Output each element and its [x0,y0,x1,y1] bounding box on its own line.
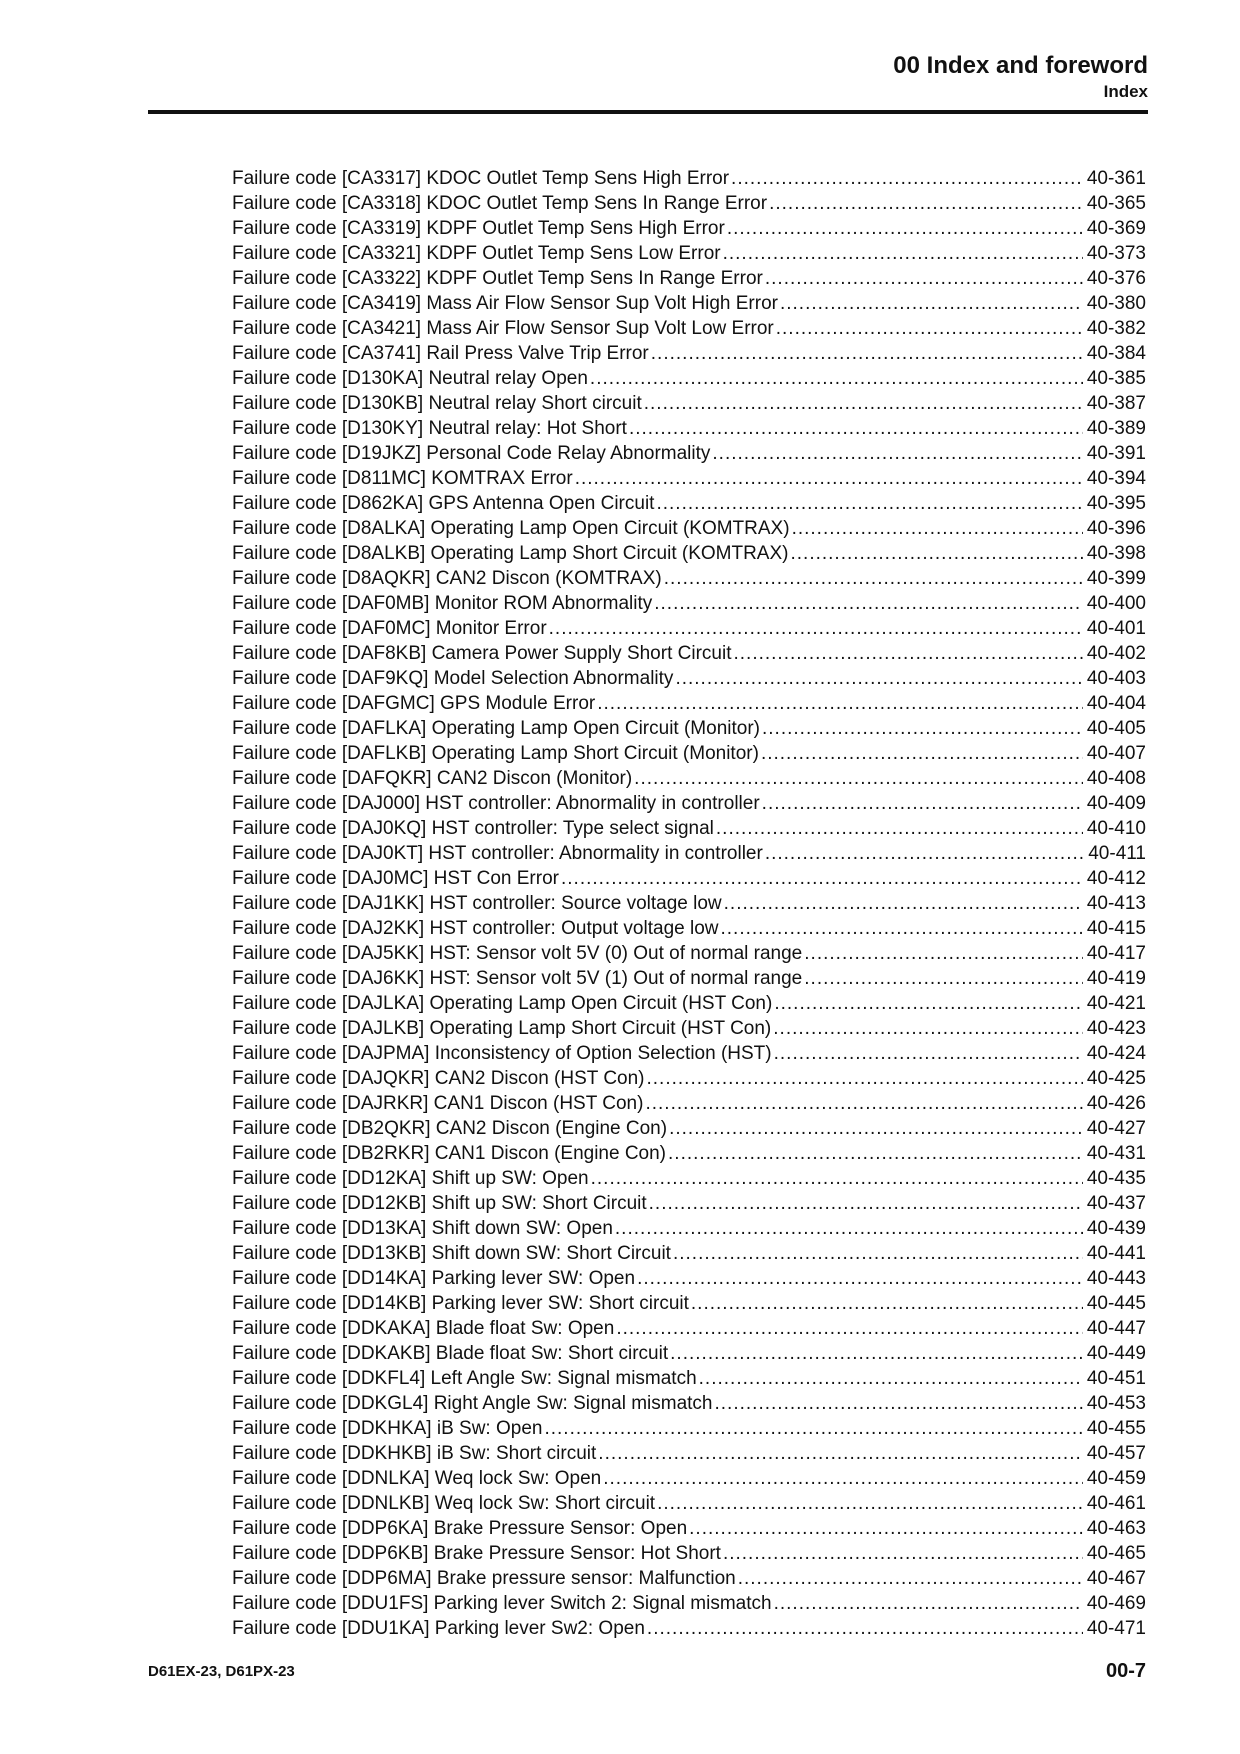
index-entry-title: Failure code [DAJLKA] Operating Lamp Open Circuit (HST Con) [232,993,773,1014]
index-entry-page: 40-385 [1086,368,1146,389]
index-entry-page: 40-437 [1086,1193,1146,1214]
index-entry-title: Failure code [DDKGL4] Right Angle Sw: Signal mismatch [232,1393,713,1414]
index-entry [232,1441,1146,1466]
dot-leader [575,466,1083,491]
index-entry-page: 40-395 [1086,493,1146,514]
index-entry-title: Failure code [DDKHKB] iB Sw: Short circuit [232,1443,597,1464]
index-entry-page: 40-435 [1086,1168,1146,1189]
dot-leader [774,1591,1083,1616]
index-entry-page: 40-455 [1086,1418,1146,1439]
index-entry-page: 40-463 [1086,1518,1146,1539]
index-entry [232,1416,1146,1441]
dot-leader [561,866,1083,891]
dot-leader [629,416,1083,441]
index-entry-title: Failure code [CA3321] KDPF Outlet Temp Sens Low Error [232,243,721,264]
index-entry [232,266,1146,291]
index-entry [232,891,1146,916]
dot-leader [645,1091,1082,1116]
index-entry-title: Failure code [CA3741] Rail Press Valve Trip Error [232,343,649,364]
index-entry [232,1491,1146,1516]
page-number: 00-7 [1105,1660,1146,1682]
dot-leader [689,1516,1083,1541]
index-entry-title: Failure code [DAF9KQ] Model Selection Abnormality [232,668,674,689]
index-entry-page: 40-469 [1086,1593,1146,1614]
index-entry-title: Failure code [DAFLKB] Operating Lamp Short Circuit (Monitor) [232,743,759,764]
index-entry-title: Failure code [DAJ0MC] HST Con Error [232,868,559,889]
dot-leader [804,966,1083,991]
index-entry-title: Failure code [D811MC] KOMTRAX Error [232,468,573,489]
index-entry-page: 40-425 [1086,1068,1146,1089]
dot-leader [723,241,1083,266]
dot-leader [733,641,1082,666]
index-entry-page: 40-447 [1086,1318,1146,1339]
index-entry-title: Failure code [CA3421] Mass Air Flow Sensor Sup Volt Low Error [232,318,774,339]
dot-leader [544,1416,1082,1441]
section-title: 00 Index and foreword [893,52,1148,79]
dot-leader [657,1491,1083,1516]
index-entry [232,916,1146,941]
index-entry [232,1466,1146,1491]
index-entry-page: 40-365 [1086,193,1146,214]
index-entry-title: Failure code [CA3317] KDOC Outlet Temp Sens High Error [232,168,730,189]
index-entry [232,591,1146,616]
index-entry-title: Failure code [D862KA] GPS Antenna Open Circuit [232,493,655,514]
index-entry [232,1216,1146,1241]
index-entry-page: 40-443 [1086,1268,1146,1289]
dot-leader [670,1341,1083,1366]
index-entry [232,741,1146,766]
index-entry [232,1391,1146,1416]
index-entry-title: Failure code [D130KA] Neutral relay Open [232,368,588,389]
dot-leader [668,1141,1083,1166]
index-entry-title: Failure code [DAF8KB] Camera Power Supply Short Circuit [232,643,732,664]
index-entry-page: 40-412 [1086,868,1146,889]
dot-leader [765,266,1083,291]
index-entry-title: Failure code [DD14KB] Parking lever SW: Short circuit [232,1293,689,1314]
index-entry-title: Failure code [DDKHKA] iB Sw: Open [232,1418,543,1439]
index-entry-page: 40-419 [1086,968,1146,989]
index-entry-title: Failure code [DAJPMA] Inconsistency of Option Selection (HST) [232,1043,772,1064]
index-entry-page: 40-441 [1086,1243,1146,1264]
index-entry [232,816,1146,841]
dot-leader [765,841,1084,866]
index-entry-title: Failure code [CA3319] KDPF Outlet Temp Sens High Error [232,218,725,239]
index-entry-title: Failure code [DD12KA] Shift up SW: Open [232,1168,589,1189]
dot-leader [792,516,1083,541]
index-entry [232,1566,1146,1591]
dot-leader [776,316,1083,341]
dot-leader [716,816,1083,841]
dot-leader [549,616,1083,641]
index-entry-page: 40-398 [1086,543,1146,564]
dot-leader [644,391,1083,416]
index-entry [232,616,1146,641]
dot-leader [673,1241,1083,1266]
index-entry-page: 40-382 [1086,318,1146,339]
dot-leader [774,991,1083,1016]
index-entry [232,1166,1146,1191]
index-entry-title: Failure code [DAJRKR] CAN1 Discon (HST Con) [232,1093,644,1114]
index-entry [232,791,1146,816]
index-entry [232,216,1146,241]
dot-leader [731,166,1083,191]
dot-leader [780,291,1083,316]
dot-leader [603,1466,1083,1491]
index-entry-page: 40-424 [1086,1043,1146,1064]
index-entry-page: 40-380 [1086,293,1146,314]
index-entry [232,1191,1146,1216]
index-entry-page: 40-457 [1086,1443,1146,1464]
index-entry-title: Failure code [DAF0MC] Monitor Error [232,618,547,639]
index-entry-title: Failure code [DDP6MA] Brake pressure sensor: Malfunction [232,1568,736,1589]
index-entry [232,1091,1146,1116]
index-entry-title: Failure code [DD12KB] Shift up SW: Short Circuit [232,1193,647,1214]
dot-leader [804,941,1083,966]
dot-leader [590,366,1083,391]
index-entry [232,866,1146,891]
index-entry [232,1116,1146,1141]
index-entry-title: Failure code [DDP6KB] Brake Pressure Sensor: Hot Short [232,1543,721,1564]
index-entry-page: 40-451 [1086,1368,1146,1389]
index-entry-title: Failure code [D8AQKR] CAN2 Discon (KOMTRAX) [232,568,662,589]
dot-leader [774,1041,1083,1066]
dot-leader [738,1566,1083,1591]
index-entry [232,466,1146,491]
index-entry-page: 40-400 [1086,593,1146,614]
index-entry [232,841,1146,866]
index-entry-page: 40-369 [1086,218,1146,239]
model-label: D61EX-23, D61PX-23 [148,1663,295,1680]
index-entry [232,341,1146,366]
index-entry-title: Failure code [DAFGMC] GPS Module Error [232,693,596,714]
index-entry [232,716,1146,741]
index-entry-title: Failure code [DD13KB] Shift down SW: Short Circuit [232,1243,671,1264]
index-entry [232,416,1146,441]
dot-leader [675,666,1082,691]
index-entry-page: 40-445 [1086,1293,1146,1314]
index-entry-page: 40-394 [1086,468,1146,489]
dot-leader [647,1616,1083,1641]
index-entry-page: 40-407 [1086,743,1146,764]
index-entry-title: Failure code [DDNLKA] Weq lock Sw: Open [232,1468,602,1489]
index-entry-title: Failure code [DAJ5KK] HST: Sensor volt 5V (0) Out of normal range [232,943,803,964]
dot-leader [591,1166,1083,1191]
index-entry-title: Failure code [DAJ000] HST controller: Abnormality in controller [232,793,760,814]
index-entry-page: 40-403 [1086,668,1146,689]
dot-leader [715,1391,1083,1416]
index-entry-page: 40-413 [1086,893,1146,914]
index-entry [232,316,1146,341]
dot-leader [724,891,1083,916]
dot-leader [637,1266,1083,1291]
index-entry-page: 40-376 [1086,268,1146,289]
index-entry-page: 40-373 [1086,243,1146,264]
dot-leader [790,541,1082,566]
index-entry [232,516,1146,541]
index-entry-title: Failure code [D8ALKA] Operating Lamp Open Circuit (KOMTRAX) [232,518,790,539]
index-entry-page: 40-399 [1086,568,1146,589]
index-entry-page: 40-408 [1086,768,1146,789]
index-entry-title: Failure code [DDP6KA] Brake Pressure Sensor: Open [232,1518,688,1539]
index-entry-page: 40-391 [1086,443,1146,464]
index-entry [232,966,1146,991]
index-entry-title: Failure code [DDNLKB] Weq lock Sw: Short circuit [232,1493,656,1514]
index-entry-page: 40-396 [1086,518,1146,539]
dot-leader [616,1316,1083,1341]
index-entry-page: 40-465 [1086,1543,1146,1564]
index-entry-page: 40-453 [1086,1393,1146,1414]
index-entry-page: 40-467 [1086,1568,1146,1589]
index-entry [232,1016,1146,1041]
index-entry-page: 40-401 [1086,618,1146,639]
index-entry-page: 40-387 [1086,393,1146,414]
index-entry [232,441,1146,466]
index-entry-title: Failure code [DAJ6KK] HST: Sensor volt 5V (1) Out of normal range [232,968,803,989]
dot-leader [762,791,1083,816]
dot-leader [649,1191,1083,1216]
dot-leader [691,1291,1083,1316]
index-entry-page: 40-405 [1086,718,1146,739]
index-entry-title: Failure code [DDU1FS] Parking lever Switch 2: Signal mismatch [232,1593,772,1614]
dot-leader [769,191,1083,216]
dot-leader [664,566,1083,591]
index-entry-title: Failure code [DB2RKR] CAN1 Discon (Engine Con) [232,1143,667,1164]
index-entry-page: 40-423 [1086,1018,1146,1039]
index-entry [232,1066,1146,1091]
dot-leader [615,1216,1083,1241]
dot-leader [654,591,1083,616]
index-entry-page: 40-426 [1086,1093,1146,1114]
index-entry [232,1366,1146,1391]
index-entry [232,1241,1146,1266]
index-entry [232,1341,1146,1366]
index-entry-title: Failure code [DDU1KA] Parking lever Sw2: Open [232,1618,645,1639]
index-entry [232,541,1146,566]
index-entry-title: Failure code [DD13KA] Shift down SW: Open [232,1218,613,1239]
index-entry-title: Failure code [DAJ0KQ] HST controller: Type select signal [232,818,714,839]
index-entry-page: 40-404 [1086,693,1146,714]
index-entry [232,991,1146,1016]
index-entry [232,1291,1146,1316]
index-entry-title: Failure code [CA3318] KDOC Outlet Temp Sens In Range Error [232,193,768,214]
index-entry-title: Failure code [DAJ0KT] HST controller: Abnormality in controller [232,843,763,864]
page-header [148,52,1148,114]
index-entry-page: 40-402 [1086,643,1146,664]
index-entry [232,766,1146,791]
index-entry [232,1141,1146,1166]
index-entry [232,691,1146,716]
index-entry [232,666,1146,691]
index-entry-title: Failure code [DB2QKR] CAN2 Discon (Engine Con) [232,1118,668,1139]
index-entry-title: Failure code [CA3322] KDPF Outlet Temp Sens In Range Error [232,268,763,289]
index-entry [232,1516,1146,1541]
index-entry-title: Failure code [DAF0MB] Monitor ROM Abnormality [232,593,653,614]
index-entry-page: 40-361 [1086,168,1146,189]
dot-leader [656,491,1082,516]
index-entry-title: Failure code [D19JKZ] Personal Code Relay Abnormality [232,443,711,464]
dot-leader [597,691,1083,716]
index-entry-title: Failure code [D8ALKB] Operating Lamp Short Circuit (KOMTRAX) [232,543,789,564]
dot-leader [723,1541,1083,1566]
index-entry-page: 40-471 [1086,1618,1146,1639]
index-entry-title: Failure code [DDKAKA] Blade float Sw: Open [232,1318,615,1339]
index-entry-page: 40-431 [1086,1143,1146,1164]
dot-leader [727,216,1083,241]
index-entry-page: 40-411 [1088,843,1146,864]
index-entry-title: Failure code [DAFQKR] CAN2 Discon (Monitor) [232,768,633,789]
index-entry-title: Failure code [D130KB] Neutral relay Short circuit [232,393,642,414]
index-entry-page: 40-449 [1086,1343,1146,1364]
index-entry-page: 40-427 [1086,1118,1146,1139]
index-entry [232,366,1146,391]
index-entry [232,1591,1146,1616]
index-entry [232,641,1146,666]
index-entry-title: Failure code [D130KY] Neutral relay: Hot Short [232,418,627,439]
index-entry [232,1266,1146,1291]
index-entry [232,1616,1146,1641]
dot-leader [634,766,1083,791]
index-entry [232,241,1146,266]
index-entry [232,391,1146,416]
index-entry-title: Failure code [DAJ1KK] HST controller: Source voltage low [232,893,722,914]
index-entry-title: Failure code [DAJLKB] Operating Lamp Short Circuit (HST Con) [232,1018,772,1039]
index-entry-page: 40-439 [1086,1218,1146,1239]
index-entry-title: Failure code [CA3419] Mass Air Flow Sensor Sup Volt High Error [232,293,778,314]
index-entry [232,1541,1146,1566]
index-entry-page: 40-410 [1086,818,1146,839]
dot-leader [773,1016,1083,1041]
dot-leader [647,1066,1083,1091]
dot-leader [651,341,1083,366]
index-entry-page: 40-417 [1086,943,1146,964]
dot-leader [721,916,1083,941]
dot-leader [669,1116,1083,1141]
index-entry [232,566,1146,591]
index-entry-page: 40-384 [1086,343,1146,364]
index-entry [232,1316,1146,1341]
index-entry-page: 40-459 [1086,1468,1146,1489]
index-entry [232,941,1146,966]
index-entry-title: Failure code [DDKAKB] Blade float Sw: Short circuit [232,1343,669,1364]
index-entry [232,166,1146,191]
section-subtitle: Index [1103,82,1148,101]
index-entry-title: Failure code [DAJ2KK] HST controller: Output voltage low [232,918,719,939]
dot-leader [699,1366,1083,1391]
index-entry [232,1041,1146,1066]
index-entry-title: Failure code [DD14KA] Parking lever SW: Open [232,1268,636,1289]
index-entry-page: 40-461 [1086,1493,1146,1514]
index-entry [232,491,1146,516]
index-entry-page: 40-409 [1086,793,1146,814]
index-entry-page: 40-389 [1086,418,1146,439]
dot-leader [598,1441,1083,1466]
index-entry-page: 40-415 [1086,918,1146,939]
index-entry-title: Failure code [DDKFL4] Left Angle Sw: Signal mismatch [232,1368,697,1389]
dot-leader [762,716,1083,741]
index-list [232,166,1146,1641]
index-entry-page: 40-421 [1086,993,1146,1014]
index-entry-title: Failure code [DAJQKR] CAN2 Discon (HST Con) [232,1068,645,1089]
index-entry-title: Failure code [DAFLKA] Operating Lamp Open Circuit (Monitor) [232,718,760,739]
dot-leader [712,441,1082,466]
index-entry [232,191,1146,216]
dot-leader [761,741,1083,766]
index-entry [232,291,1146,316]
